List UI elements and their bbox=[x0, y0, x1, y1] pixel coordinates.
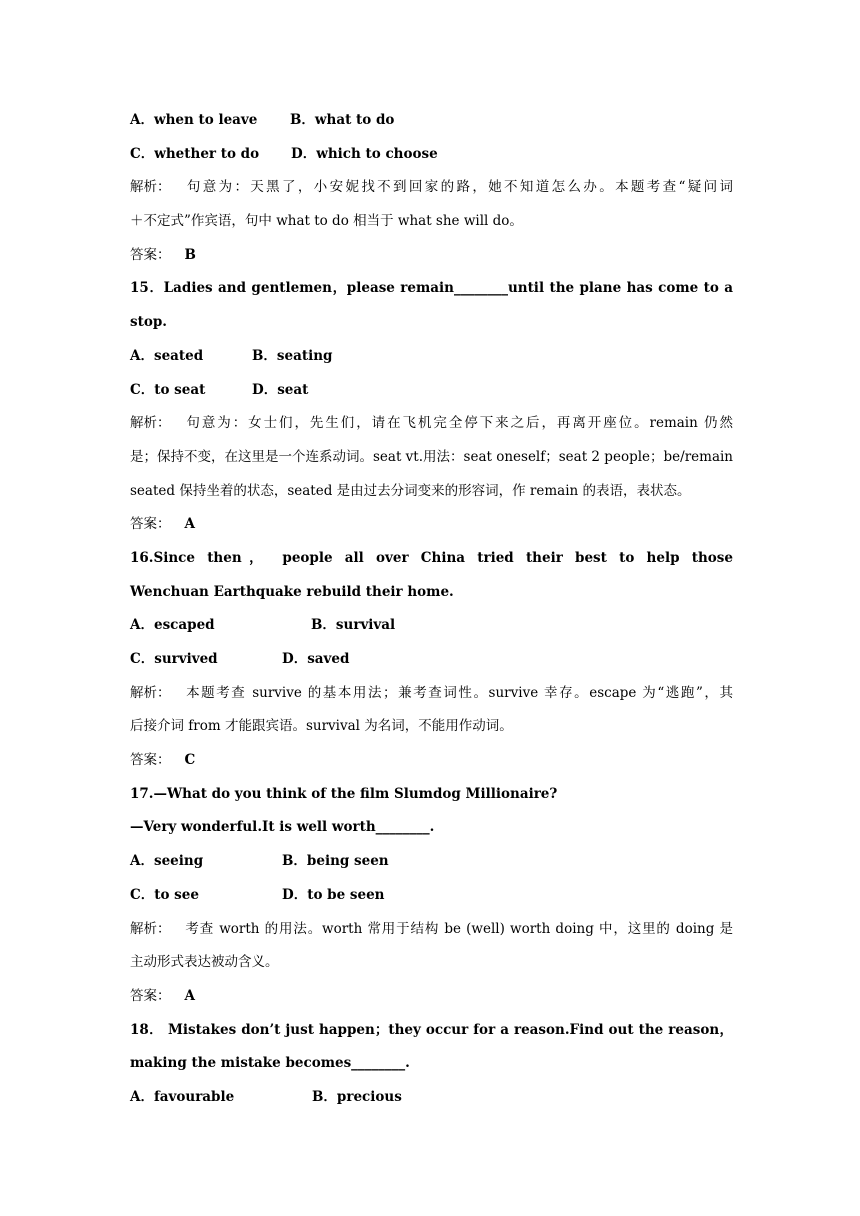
q15-option-a: A．seated bbox=[130, 347, 204, 364]
q17-stem-line-1 bbox=[130, 778, 733, 812]
q14-option-d: D．which to choose bbox=[291, 145, 438, 162]
q18-options-row-1 bbox=[130, 1081, 733, 1115]
q15-stem-line-1 bbox=[130, 272, 733, 306]
q15-option-b: B．seating bbox=[252, 347, 333, 364]
q15-analysis-text-3: seated 保持坐着的状态，seated 是由过去分词变来的形容词，作 remain 的表语，表状态。 bbox=[130, 482, 691, 499]
q15-answer: A bbox=[184, 516, 195, 533]
q16-analysis-text-2: 后接介词 from 才能跟宾语。survival 为名词，不能用作动词。 bbox=[130, 718, 513, 735]
q14-analysis-label: 解析： bbox=[130, 179, 171, 196]
q14-analysis-line-2 bbox=[130, 205, 733, 239]
q16-option-b: B．survival bbox=[311, 617, 396, 634]
q16-answer-line bbox=[130, 744, 733, 778]
q14-analysis-text-1: 句意为：天黑了，小安妮找不到回家的路，她不知道怎么办。本题考查“疑问词 bbox=[184, 179, 733, 196]
q17-analysis-line-1 bbox=[130, 913, 733, 947]
document-page bbox=[130, 104, 733, 1115]
q16-answer-label: 答案： bbox=[130, 752, 171, 769]
q17-analysis-text-1: 考查 worth 的用法。worth 常用于结构 be (well) worth doing 中，这里的 doing 是 bbox=[184, 920, 733, 937]
q15-options-row-1 bbox=[130, 340, 733, 374]
q16-stem-line-2 bbox=[130, 576, 733, 610]
q17-analysis-label: 解析： bbox=[130, 920, 171, 937]
q15-answer-line bbox=[130, 508, 733, 542]
q14-options-row-2 bbox=[130, 138, 733, 172]
q14-option-c: C．whether to do bbox=[130, 145, 260, 162]
q18-stem-text-1: 18． Mistakes don’t just happen；they occur for a reason.Find out the reason， bbox=[130, 1021, 733, 1038]
q14-analysis-line-1 bbox=[130, 171, 733, 205]
q15-stem-text-2: stop. bbox=[130, 314, 167, 331]
q16-options-row-2 bbox=[130, 643, 733, 677]
q15-analysis-text-1: 句意为：女士们，先生们，请在飞机完全停下来之后，再离开座位。remain 仍然 bbox=[184, 415, 733, 432]
q18-option-b: B．precious bbox=[312, 1088, 402, 1105]
q18-stem-line-2 bbox=[130, 1047, 733, 1081]
q15-option-d: D．seat bbox=[252, 381, 309, 398]
q17-answer: A bbox=[184, 987, 195, 1004]
q15-option-c: C．to seat bbox=[130, 381, 206, 398]
q17-analysis-text-2: 主动形式表达被动含义。 bbox=[130, 954, 279, 971]
q15-analysis-line-2 bbox=[130, 441, 733, 475]
q18-option-a: A．favourable bbox=[130, 1088, 235, 1105]
q16-answer: C bbox=[184, 752, 196, 769]
q18-stem-line-1 bbox=[130, 1014, 733, 1048]
q14-answer-label: 答案： bbox=[130, 246, 171, 263]
q17-stem-text-1: 17.—What do you think of the film Slumdog Millionaire? bbox=[130, 785, 558, 802]
q16-option-c: C．survived bbox=[130, 651, 218, 667]
q17-answer-label: 答案： bbox=[130, 987, 171, 1004]
q17-answer-line bbox=[130, 980, 733, 1014]
q15-analysis-label: 解析： bbox=[130, 415, 171, 432]
q17-stem-line-2 bbox=[130, 811, 733, 845]
q18-stem-text-2: making the mistake becomes________. bbox=[130, 1055, 410, 1072]
q14-analysis-text-2: ＋不定式”作宾语，句中 what to do 相当于 what she will do。 bbox=[130, 213, 523, 230]
q17-stem-text-2: —Very wonderful.It is well worth________. bbox=[130, 819, 435, 836]
q14-option-a: A．when to leave bbox=[130, 112, 258, 128]
q14-answer-line bbox=[130, 239, 733, 273]
q16-options-row-1 bbox=[130, 609, 733, 643]
q15-analysis-text-2: 是；保持不变，在这里是一个连系动词。seat vt.用法：seat oneself；seat 2 people；be/remain bbox=[130, 448, 733, 465]
q15-stem-text-1: 15．Ladies and gentlemen，please remain________until the plane has come to a bbox=[130, 280, 733, 297]
q17-options-row-2 bbox=[130, 879, 733, 913]
q17-option-a: A．seeing bbox=[130, 853, 204, 870]
q17-option-d: D．to be seen bbox=[282, 886, 385, 903]
q16-stem-text-1: 16.Since then， people all over China tried their best to help those bbox=[130, 549, 733, 566]
q14-option-b: B．what to do bbox=[290, 112, 395, 128]
q14-answer: B bbox=[184, 246, 196, 263]
q15-stem-line-2 bbox=[130, 306, 733, 340]
q15-analysis-line-1 bbox=[130, 407, 733, 441]
q16-option-a: A．escaped bbox=[130, 617, 215, 634]
q16-analysis-text-1: 本题考查 survive 的基本用法；兼考查词性。survive 幸存。escape 为“逃跑”，其 bbox=[184, 684, 733, 701]
q16-option-d: D．saved bbox=[282, 651, 350, 667]
q16-analysis-line-1 bbox=[130, 677, 733, 711]
q16-stem-line-1 bbox=[130, 542, 733, 576]
q15-options-row-2 bbox=[130, 374, 733, 408]
q15-answer-label: 答案： bbox=[130, 516, 171, 533]
q17-option-b: B．being seen bbox=[282, 853, 389, 870]
q16-stem-text-2: Wenchuan Earthquake rebuild their home. bbox=[130, 583, 454, 600]
q17-option-c: C．to see bbox=[130, 886, 199, 903]
q17-analysis-line-2 bbox=[130, 946, 733, 980]
q16-analysis-label: 解析： bbox=[130, 684, 171, 701]
q14-options-row-1 bbox=[130, 104, 733, 138]
q15-analysis-line-3 bbox=[130, 475, 733, 509]
q16-analysis-line-2 bbox=[130, 710, 733, 744]
q17-options-row-1 bbox=[130, 845, 733, 879]
